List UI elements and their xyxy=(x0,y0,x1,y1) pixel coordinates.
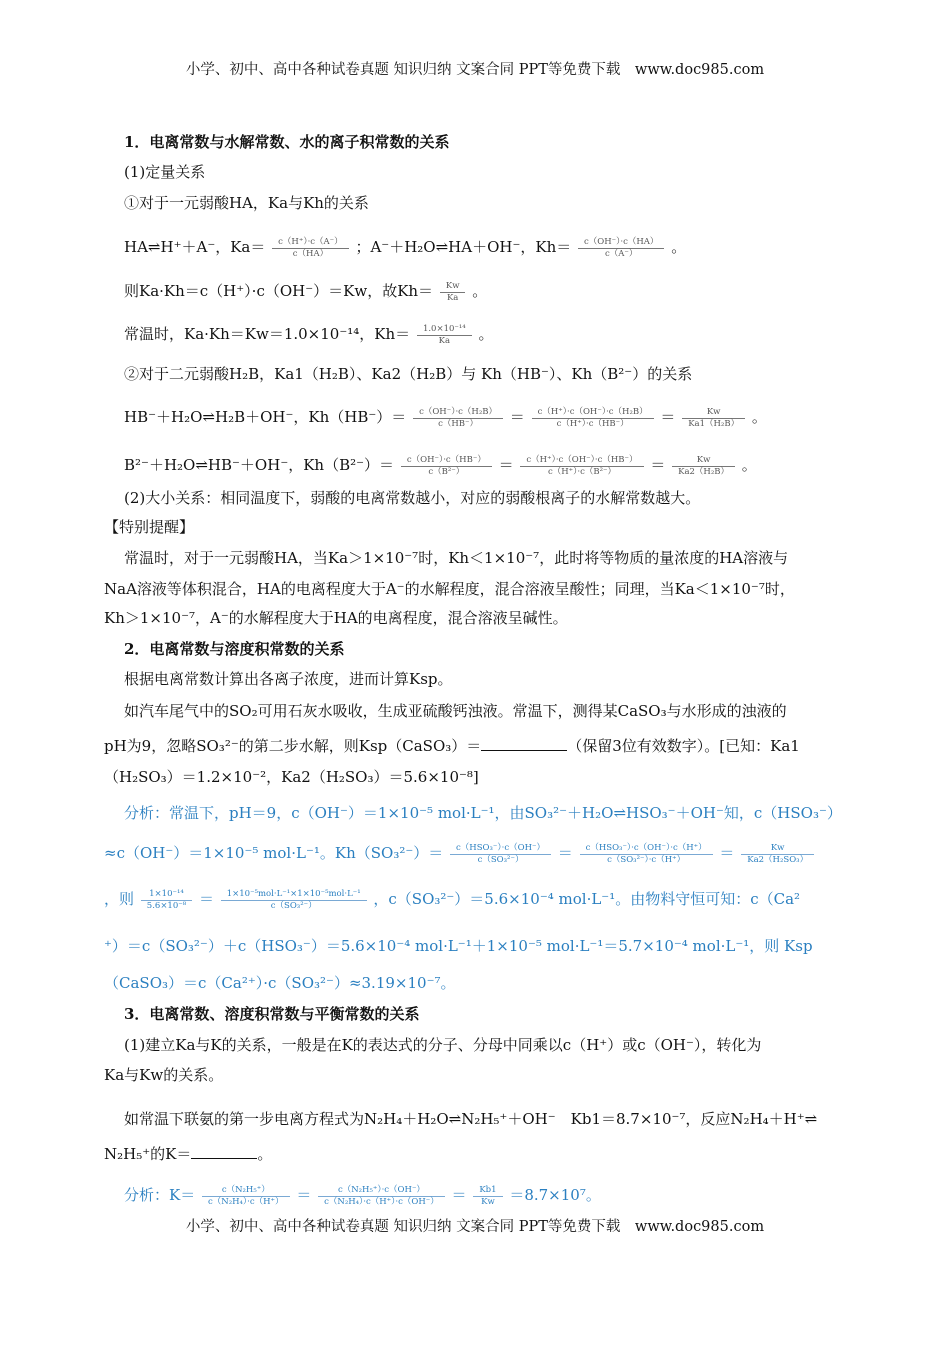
frac-den: c（N₂H₄）·c（H⁺） xyxy=(208,1196,284,1207)
eq-text: 分析：K＝ xyxy=(124,1186,196,1204)
eq-text: ，则 xyxy=(104,890,135,908)
fraction-numeric xyxy=(417,324,472,347)
fraction xyxy=(401,455,492,478)
eq-text: 则Ka·Kh＝c（H⁺）·c（OH⁻）＝Kw，故Kh＝ xyxy=(124,282,434,300)
eq-text: ＝8.7×10⁷。 xyxy=(509,1186,601,1204)
frac-num: c（N₂H₅⁺） xyxy=(221,1184,270,1195)
eq-text: ＝ xyxy=(557,844,573,862)
s1-subheading-1: (1)定量关系 xyxy=(124,163,206,181)
s2-analysis-1: 分析：常温下，pH＝9，c（OH⁻）＝1×10⁻⁵ mol·L⁻¹，由SO₃²⁻＋H₂O⇌HSO₃⁻＋OH⁻知，c（HSO₃⁻） xyxy=(124,804,842,822)
eq-text: N₂H₅⁺的K＝ xyxy=(104,1145,192,1163)
fraction xyxy=(672,455,735,478)
s2-analysis-3 xyxy=(104,883,862,915)
s3-para-2: Ka与Kw的关系。 xyxy=(104,1066,224,1084)
s1-tip-heading: 【特别提醒】 xyxy=(104,518,195,536)
s1-eq-1 xyxy=(124,232,862,262)
frac-num: 1.0×10⁻¹⁴ xyxy=(422,323,466,334)
fraction xyxy=(741,843,814,866)
frac-num: c（HSO₃⁻）·c（OH⁻）·c（H⁺） xyxy=(585,842,707,853)
eq-text: ＝ xyxy=(650,456,666,474)
eq-text: ＝ xyxy=(719,844,735,862)
frac-den: c（SO₃²⁻） xyxy=(477,854,524,865)
frac-num: Kw xyxy=(706,406,721,417)
eq-text: 。 xyxy=(472,282,488,300)
page-footer: 小学、初中、高中各种试卷真题 知识归纳 文案合同 PPT等免费下载 www.doc985.com xyxy=(185,1219,765,1235)
frac-num: Kw xyxy=(445,280,460,291)
s1-eq-4 xyxy=(124,401,862,433)
s3-para-4 xyxy=(104,1143,862,1165)
eq-text: 。 xyxy=(478,325,494,343)
fraction-kh xyxy=(578,237,664,260)
eq-text: pH为9，忽略SO₃²⁻的第二步水解，则Ksp（CaSO₃）＝ xyxy=(104,737,482,755)
frac-den: Ka xyxy=(438,335,451,346)
frac-den: Ka2（H₂B） xyxy=(678,466,730,477)
fraction xyxy=(413,407,503,430)
eq-text: ＝ xyxy=(451,1186,467,1204)
frac-num: c（H⁺）·c（OH⁻）·c（HB⁻） xyxy=(526,454,638,465)
fraction xyxy=(450,843,551,866)
eq-text: ＝ xyxy=(498,456,514,474)
s2-analysis-5: （CaSO₃）＝c（Ca²⁺）·c（SO₃²⁻）≈3.19×10⁻⁷。 xyxy=(104,974,456,992)
frac-den: Kw xyxy=(481,1196,495,1207)
s3-analysis-1 xyxy=(124,1180,862,1210)
frac-num: c（H⁺）·c（A⁻） xyxy=(278,236,343,247)
eq-text: ＝ xyxy=(509,408,525,426)
frac-num: c（OH⁻）·c（HA） xyxy=(584,236,659,247)
s2-para-3 xyxy=(104,735,862,757)
frac-num: Kw xyxy=(696,454,711,465)
frac-num: 1×10⁻⁵mol·L⁻¹×1×10⁻⁵mol·L⁻¹ xyxy=(226,888,361,899)
frac-den: c（HA） xyxy=(292,248,329,259)
frac-den: 5.6×10⁻⁸ xyxy=(146,900,187,911)
fraction xyxy=(532,407,654,430)
frac-den: c（H⁺）·c（HB⁻） xyxy=(556,418,629,429)
s2-para-1: 根据电离常数计算出各离子浓度，进而计算Ksp。 xyxy=(124,670,453,688)
frac-den: c（H⁺）·c（B²⁻） xyxy=(547,466,616,477)
frac-num: c（HSO₃⁻）·c（OH⁻） xyxy=(456,842,545,853)
eq-text: ；A⁻＋H₂O⇌HA＋OH⁻，Kh＝ xyxy=(355,238,572,256)
eq-text: 。 xyxy=(671,238,687,256)
frac-den: c（B²⁻） xyxy=(428,466,465,477)
section-2-title: 2．电离常数与溶度积常数的关系 xyxy=(124,640,345,658)
frac-den: c（SO₃²⁻） xyxy=(270,900,317,911)
eq-text: 常温时，Ka·Kh＝Kw＝1.0×10⁻¹⁴，Kh＝ xyxy=(124,325,411,343)
fraction xyxy=(221,889,367,912)
eq-text: HB⁻＋H₂O⇌H₂B＋OH⁻，Kh（HB⁻）＝ xyxy=(124,408,407,426)
s2-analysis-2 xyxy=(104,838,862,868)
s1-eq-2 xyxy=(124,276,862,306)
answer-blank[interactable] xyxy=(481,736,567,751)
frac-den: Ka1（H₂B） xyxy=(688,418,740,429)
fraction xyxy=(318,1185,445,1208)
s1-case-1: ①对于一元弱酸HA，Ka与Kh的关系 xyxy=(124,194,369,212)
fraction xyxy=(473,1185,502,1208)
fraction xyxy=(520,455,643,478)
s1-tip-line-3: Kh＞1×10⁻⁷，A⁻的水解程度大于HA的电离程度，混合溶液呈碱性。 xyxy=(104,609,568,627)
frac-den: Ka xyxy=(446,292,459,303)
frac-den: c（N₂H₄）·c（H⁺）·c（OH⁻） xyxy=(324,1196,439,1207)
eq-text: ＝ xyxy=(296,1186,312,1204)
fraction xyxy=(141,889,192,912)
eq-text: ，c（SO₃²⁻）＝5.6×10⁻⁴ mol·L⁻¹。由物料守恒可知：c（Ca² xyxy=(373,890,801,908)
s1-eq-5 xyxy=(124,449,862,481)
eq-text: ≈c（OH⁻）＝1×10⁻⁵ mol·L⁻¹。Kh（SO₃²⁻）＝ xyxy=(104,844,444,862)
eq-text: （保留3位有效数字）。[已知：Ka1 xyxy=(567,737,800,755)
eq-text: 。 xyxy=(257,1145,273,1163)
eq-text: HA⇌H⁺＋A⁻，Ka＝ xyxy=(124,238,266,256)
s1-tip-line-2: NaA溶液等体积混合，HA的电离程度大于A⁻的水解程度，混合溶液呈酸性；同理，当Ka＜1×10⁻⁷时， xyxy=(104,580,795,598)
s1-subheading-2: (2)大小关系：相同温度下，弱酸的电离常数越小，对应的弱酸根离子的水解常数越大。 xyxy=(124,489,701,507)
eq-text: ＝ xyxy=(198,890,214,908)
frac-den: c（HB⁻） xyxy=(438,418,478,429)
fraction xyxy=(202,1185,290,1208)
page-header: 小学、初中、高中各种试卷真题 知识归纳 文案合同 PPT等免费下载 www.doc985.com xyxy=(185,62,765,78)
eq-text: 。 xyxy=(741,456,757,474)
s1-case-2: ②对于二元弱酸H₂B，Ka1（H₂B）、Ka2（H₂B）与 Kh（HB⁻）、Kh（B²⁻）的关系 xyxy=(124,365,693,383)
s1-eq-3 xyxy=(124,319,862,349)
s2-para-2: 如汽车尾气中的SO₂可用石灰水吸收，生成亚硫酸钙浊液。常温下，测得某CaSO₃与水形成的浊液的 xyxy=(124,702,787,720)
frac-num: c（OH⁻）·c（HB⁻） xyxy=(406,454,486,465)
frac-num: Kw xyxy=(770,842,785,853)
frac-num: 1×10⁻¹⁴ xyxy=(149,888,184,899)
answer-blank[interactable] xyxy=(191,1144,257,1159)
frac-num: c（N₂H₅⁺）·c（OH⁻） xyxy=(337,1184,425,1195)
section-3-title: 3．电离常数、溶度积常数与平衡常数的关系 xyxy=(124,1005,420,1023)
s2-para-4: （H₂SO₃）＝1.2×10⁻²，Ka2（H₂SO₃）＝5.6×10⁻⁸] xyxy=(104,768,479,786)
s1-tip-line-1: 常温时，对于一元弱酸HA，当Ka＞1×10⁻⁷时，Kh＜1×10⁻⁷，此时将等物质的量浓度的HA溶液与 xyxy=(124,549,789,567)
eq-text: B²⁻＋H₂O⇌HB⁻＋OH⁻，Kh（B²⁻）＝ xyxy=(124,456,395,474)
eq-text: 。 xyxy=(751,408,767,426)
frac-num: c（OH⁻）·c（H₂B） xyxy=(419,406,497,417)
fraction-kw-ka xyxy=(440,281,466,304)
frac-den: c（A⁻） xyxy=(605,248,638,259)
frac-num: Kb1 xyxy=(479,1184,497,1195)
frac-den: c（SO₃²⁻）·c（H⁺） xyxy=(607,854,686,865)
s3-para-3: 如常温下联氨的第一步电离方程式为N₂H₄＋H₂O⇌N₂H₅⁺＋OH⁻ Kb1＝8.7×10⁻⁷，反应N₂H₄＋H⁺⇌ xyxy=(124,1110,818,1128)
s2-analysis-4: ⁺）＝c（SO₃²⁻）＋c（HSO₃⁻）＝5.6×10⁻⁴ mol·L⁻¹＋1×10⁻⁵ mol·L⁻¹＝5.7×10⁻⁴ mol·L⁻¹，则 Ksp xyxy=(104,937,813,955)
fraction-ka xyxy=(272,237,349,260)
fraction xyxy=(682,407,745,430)
s3-para-1: (1)建立Ka与K的关系，一般是在K的表达式的分子、分母中同乘以c（H⁺）或c（OH⁻），转化为 xyxy=(124,1036,762,1054)
section-1-title: 1．电离常数与水解常数、水的离子积常数的关系 xyxy=(124,133,450,151)
frac-num: c（H⁺）·c（OH⁻）·c（H₂B） xyxy=(537,406,648,417)
frac-den: Ka2（H₂SO₃） xyxy=(747,854,809,865)
eq-text: ＝ xyxy=(660,408,676,426)
fraction xyxy=(580,843,713,866)
